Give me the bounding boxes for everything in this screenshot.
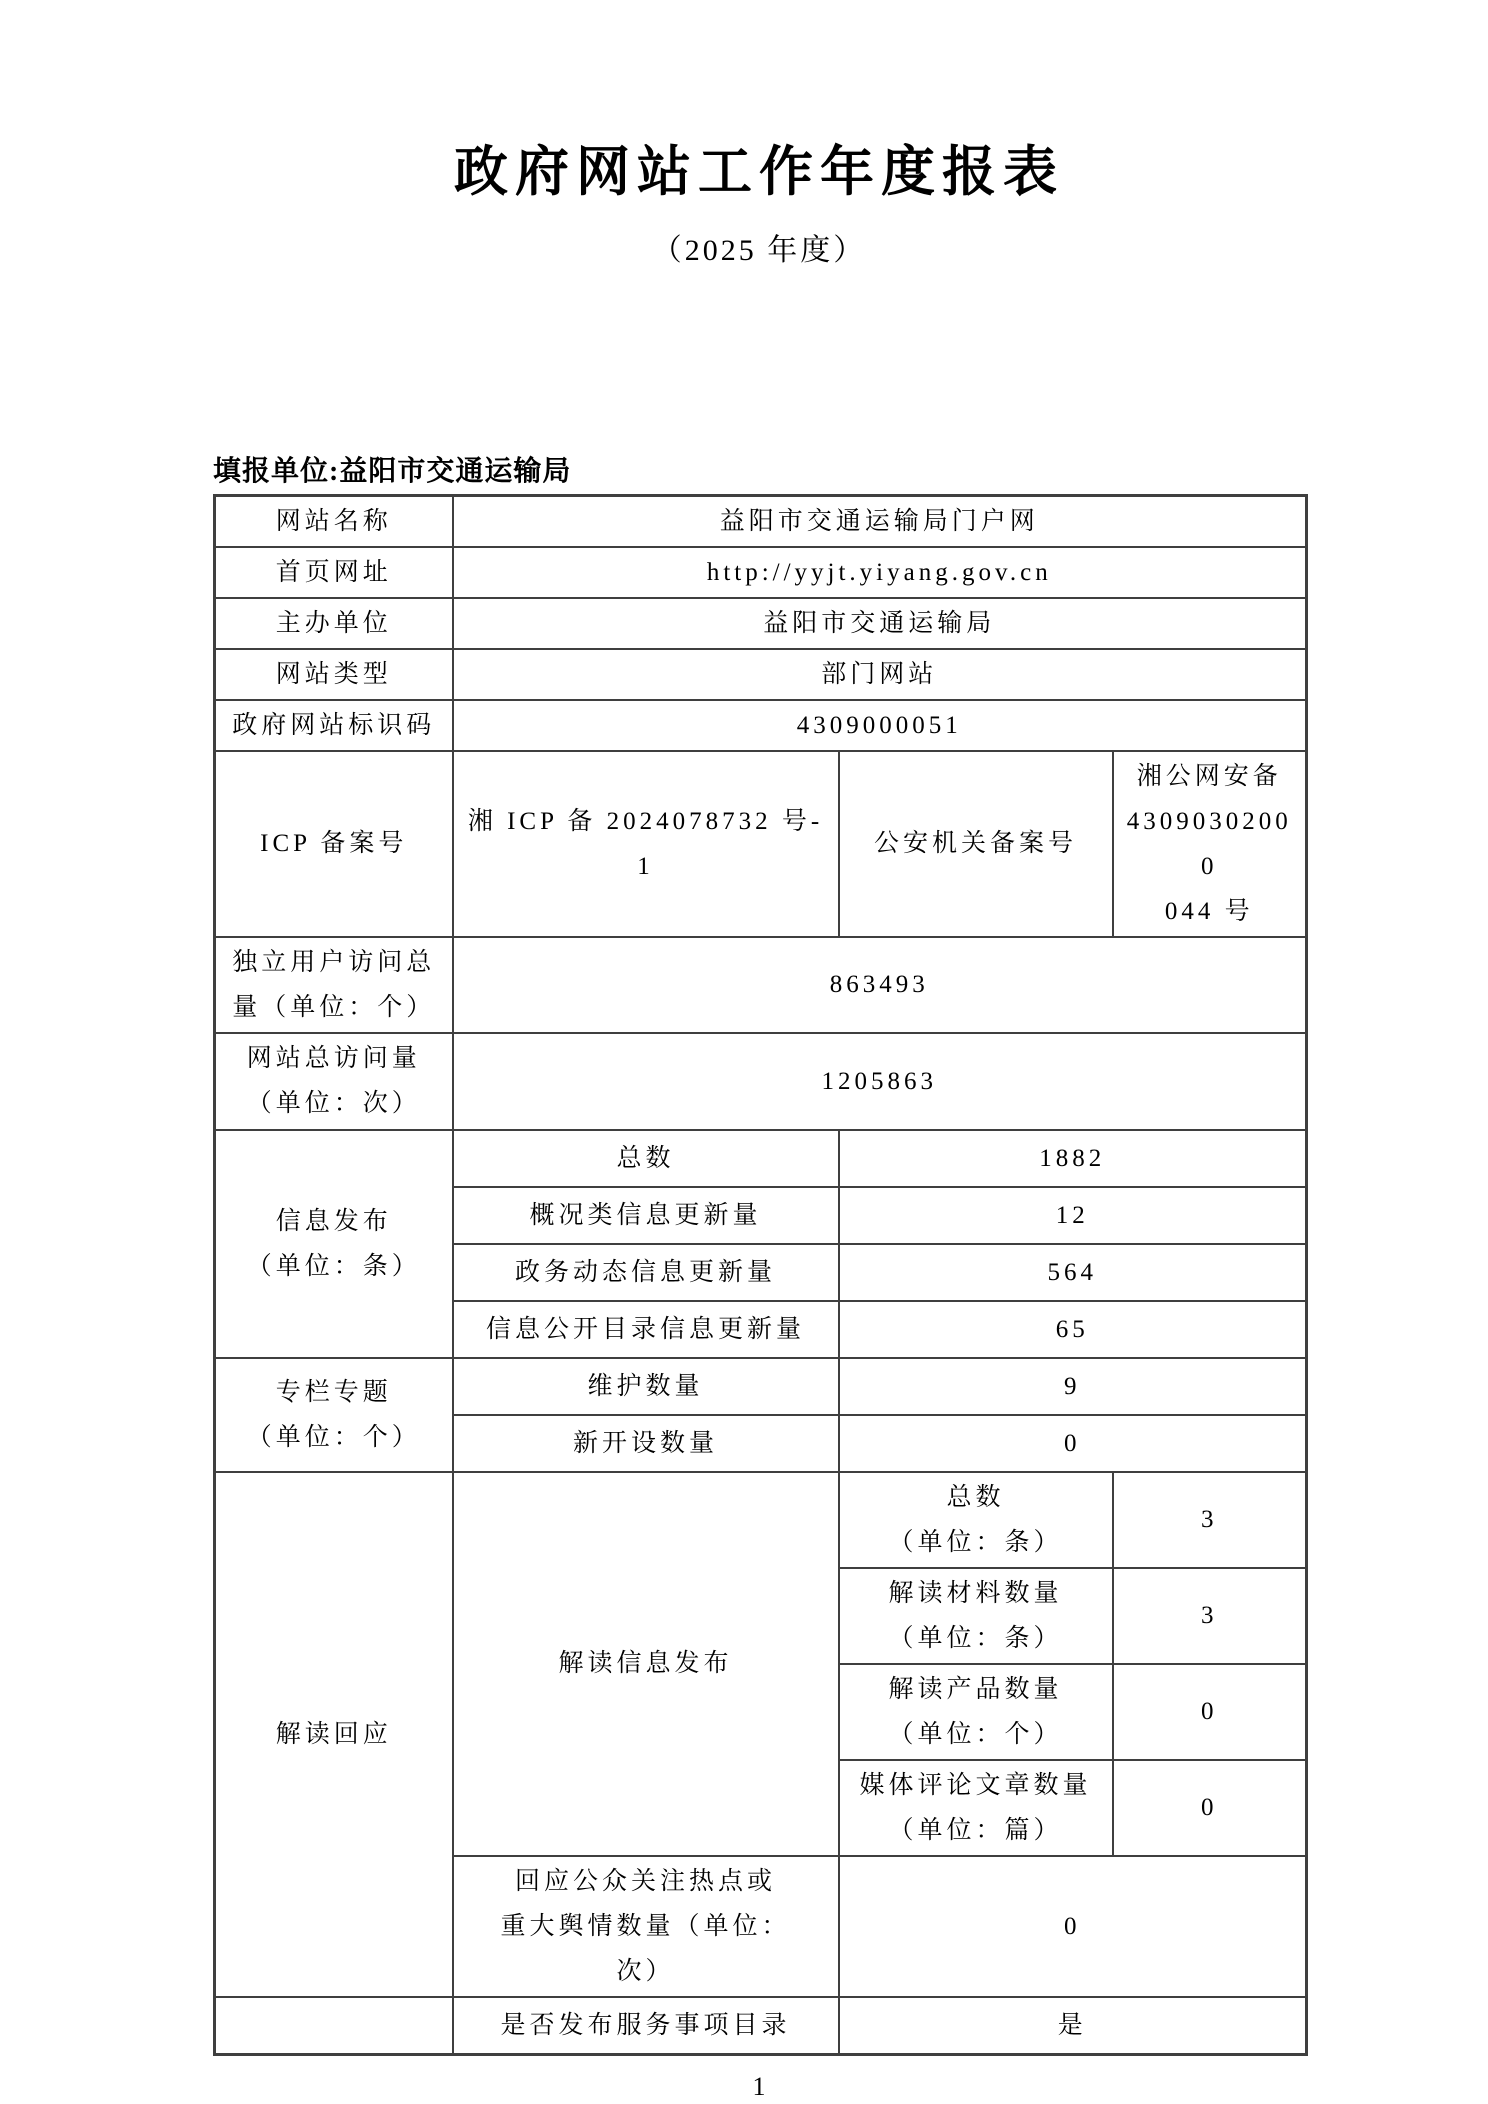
empty-cell	[215, 1997, 453, 2055]
site-name-label: 网站名称	[215, 495, 453, 547]
row-special-maintain	[215, 1358, 1307, 1415]
info-publish-total-value: 1882	[839, 1130, 1307, 1187]
interp-material-label: 解读材料数量 （单位：条）	[839, 1568, 1113, 1664]
row-interp-total	[215, 1472, 1307, 1568]
row-total-visits	[215, 1033, 1307, 1130]
info-publish-overview-value: 12	[839, 1187, 1307, 1244]
info-publish-overview-label: 概况类信息更新量	[453, 1187, 839, 1244]
interp-total-label: 总数 （单位：条）	[839, 1472, 1113, 1568]
special-columns-label: 专栏专题 （单位：个）	[215, 1358, 453, 1472]
annual-report-table	[213, 494, 1308, 2057]
row-site-code	[215, 700, 1307, 751]
info-publish-catalog-value: 65	[839, 1301, 1307, 1358]
organizer-label: 主办单位	[215, 598, 453, 649]
total-visits-label: 网站总访问量 （单位：次）	[215, 1033, 453, 1130]
special-maintain-label: 维护数量	[453, 1358, 839, 1415]
unique-visitors-value: 863493	[453, 937, 1307, 1033]
organizer-value: 益阳市交通运输局	[453, 598, 1307, 649]
info-publish-dynamics-value: 564	[839, 1244, 1307, 1301]
row-info-publish-total	[215, 1130, 1307, 1187]
page-title: 政府网站工作年度报表	[454, 142, 1064, 202]
icp-value: 湘 ICP 备 2024078732 号-1	[453, 751, 839, 937]
icp-label: ICP 备案号	[215, 751, 453, 937]
row-icp	[215, 751, 1307, 937]
interp-media-value: 0	[1113, 1760, 1307, 1856]
hotspot-value: 0	[839, 1856, 1307, 1997]
special-maintain-value: 9	[839, 1358, 1307, 1415]
info-publish-catalog-label: 信息公开目录信息更新量	[453, 1301, 839, 1358]
row-home-url	[215, 547, 1307, 598]
reporting-unit-line: 填报单位:益阳市交通运输局	[213, 455, 572, 487]
interp-publish-label: 解读信息发布	[453, 1472, 839, 1856]
service-catalog-value: 是	[839, 1997, 1307, 2055]
site-code-label: 政府网站标识码	[215, 700, 453, 751]
home-url-label: 首页网址	[215, 547, 453, 598]
hotspot-label: 回应公众关注热点或 重大舆情数量（单位： 次）	[453, 1856, 839, 1997]
unique-visitors-label: 独立用户访问总 量（单位：个）	[215, 937, 453, 1033]
site-code-value: 4309000051	[453, 700, 1307, 751]
row-organizer	[215, 598, 1307, 649]
special-new-value: 0	[839, 1415, 1307, 1472]
row-unique-visitors	[215, 937, 1307, 1033]
service-catalog-label: 是否发布服务事项目录	[453, 1997, 839, 2055]
site-type-value: 部门网站	[453, 649, 1307, 700]
page-number: 1	[752, 2072, 766, 2102]
site-type-label: 网站类型	[215, 649, 453, 700]
row-site-type	[215, 649, 1307, 700]
police-record-value: 湘公网安备 43090302000 044 号	[1113, 751, 1307, 937]
site-name-value: 益阳市交通运输局门户网	[453, 495, 1307, 547]
info-publish-total-label: 总数	[453, 1130, 839, 1187]
total-visits-value: 1205863	[453, 1033, 1307, 1130]
info-publish-dynamics-label: 政务动态信息更新量	[453, 1244, 839, 1301]
interp-total-value: 3	[1113, 1472, 1307, 1568]
interp-media-label: 媒体评论文章数量 （单位：篇）	[839, 1760, 1113, 1856]
interp-product-label: 解读产品数量 （单位：个）	[839, 1664, 1113, 1760]
home-url-value: http://yyjt.yiyang.gov.cn	[453, 547, 1307, 598]
special-new-label: 新开设数量	[453, 1415, 839, 1472]
info-publish-label: 信息发布 （单位：条）	[215, 1130, 453, 1358]
row-service-catalog	[215, 1997, 1307, 2055]
document-content	[213, 0, 1305, 2102]
page-subtitle: （2025 年度）	[651, 233, 867, 267]
interpretation-label: 解读回应	[215, 1472, 453, 1997]
police-record-label: 公安机关备案号	[839, 751, 1113, 937]
interp-material-value: 3	[1113, 1568, 1307, 1664]
row-site-name	[215, 495, 1307, 547]
interp-product-value: 0	[1113, 1664, 1307, 1760]
